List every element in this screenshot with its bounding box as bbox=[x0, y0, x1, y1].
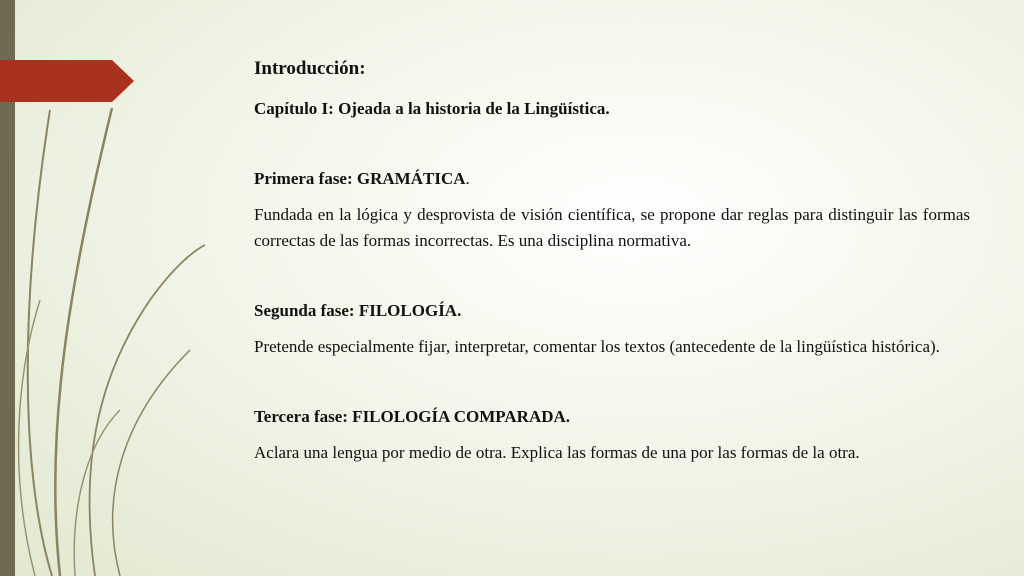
slide-content bbox=[254, 56, 970, 466]
chapter-heading: Capítulo I: Ojeada a la historia de la Lingüística. bbox=[254, 99, 610, 118]
phase1-heading-line bbox=[254, 166, 970, 192]
phase3-text: Aclara una lengua por medio de otra. Explica las formas de una por las formas de la otra. bbox=[254, 443, 860, 462]
accent-arrow-tab bbox=[0, 60, 134, 102]
slide-title: Introducción: bbox=[254, 58, 366, 79]
phase3-heading: Tercera fase: FILOLOGÍA COMPARADA. bbox=[254, 407, 571, 426]
phase2-text: Pretende especialmente fijar, interpretar, comentar los textos (antecedente de la lingüística histórica). bbox=[254, 337, 940, 356]
phase1-heading: Primera fase: GRAMÁTICA bbox=[254, 169, 466, 188]
phase1-heading-end: . bbox=[465, 169, 470, 188]
phase2-heading: Segunda fase: FILOLOGÍA. bbox=[254, 301, 462, 320]
phase1-text: Fundada en la lógica y desprovista de visión científica, se propone dar reglas para distinguir las formas correctas de las formas incorrectas. Es una disciplina normativa. bbox=[254, 205, 970, 250]
